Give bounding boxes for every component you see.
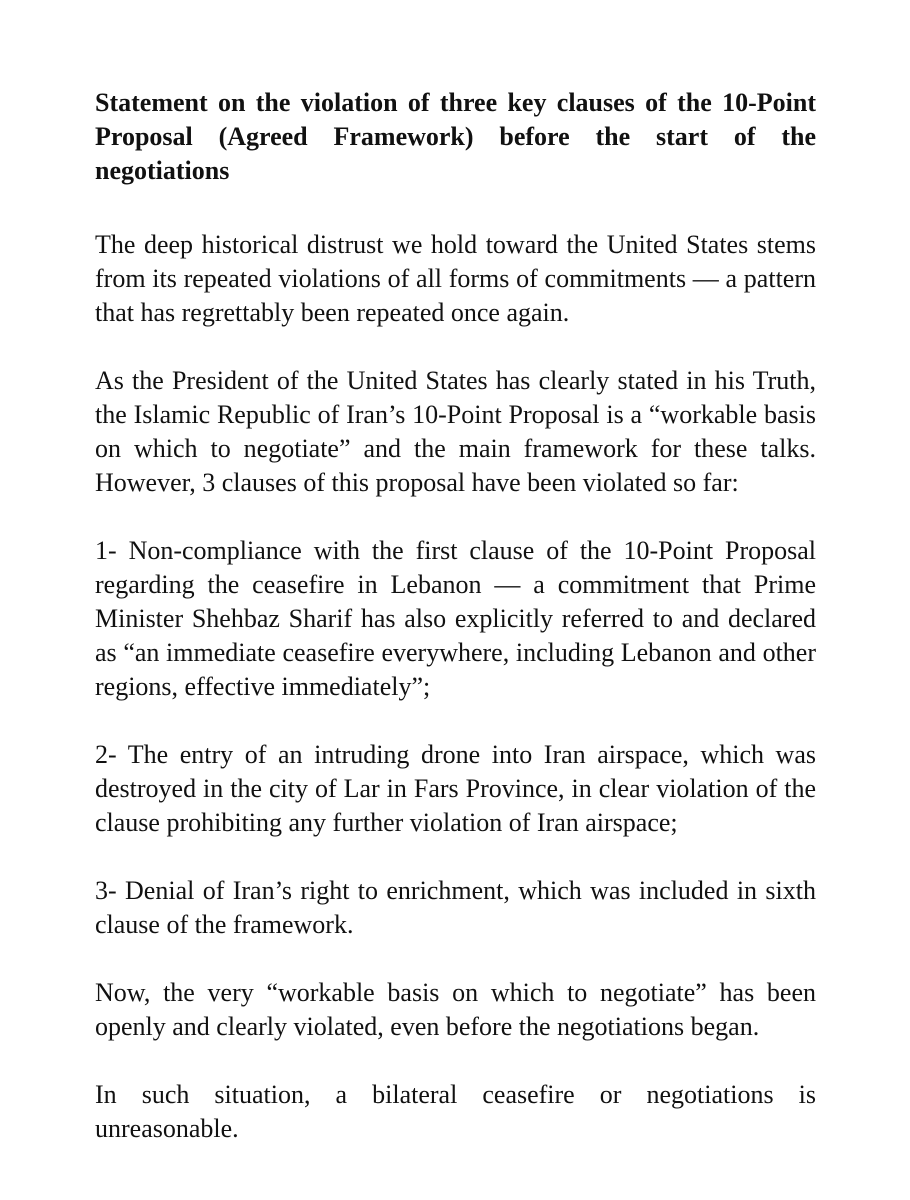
paragraph-clause-3: 3- Denial of Iran’s right to enrichment, which was included in sixth clause of the framework.: [95, 876, 816, 939]
statement-document: [95, 86, 816, 1146]
paragraph-clause-1: 1- Non-compliance with the first clause of the 10-Point Proposal regarding the ceasefire in Lebanon — a commitment that Prime Minister Shehbaz Sharif has also explicitly referred to and declared as “an immediate ceasefire everywhere, including Lebanon and other regions, effective immediately”;: [95, 536, 816, 701]
document-title: Statement on the violation of three key clauses of the 10-Point Proposal (Agreed Framework) before the start of the negotiations: [95, 88, 816, 185]
paragraph-distrust: The deep historical distrust we hold toward the United States stems from its repeated violations of all forms of commitments — a pattern that has regrettably been repeated once again.: [95, 230, 816, 327]
paragraph-framework: As the President of the United States has clearly stated in his Truth, the Islamic Republic of Iran’s 10-Point Proposal is a “workable basis on which to negotiate” and the main framework for these talks. However, 3 clauses of this proposal have been violated so far:: [95, 366, 816, 497]
paragraph-clause-2: 2- The entry of an intruding drone into Iran airspace, which was destroyed in the city of Lar in Fars Province, in clear violation of the clause prohibiting any further violation of Iran airspace;: [95, 740, 816, 837]
paragraph-violated: Now, the very “workable basis on which to negotiate” has been openly and clearly violated, even before the negotiations began.: [95, 978, 816, 1041]
paragraph-conclusion: In such situation, a bilateral ceasefire or negotiations is unreasonable.: [95, 1080, 816, 1143]
